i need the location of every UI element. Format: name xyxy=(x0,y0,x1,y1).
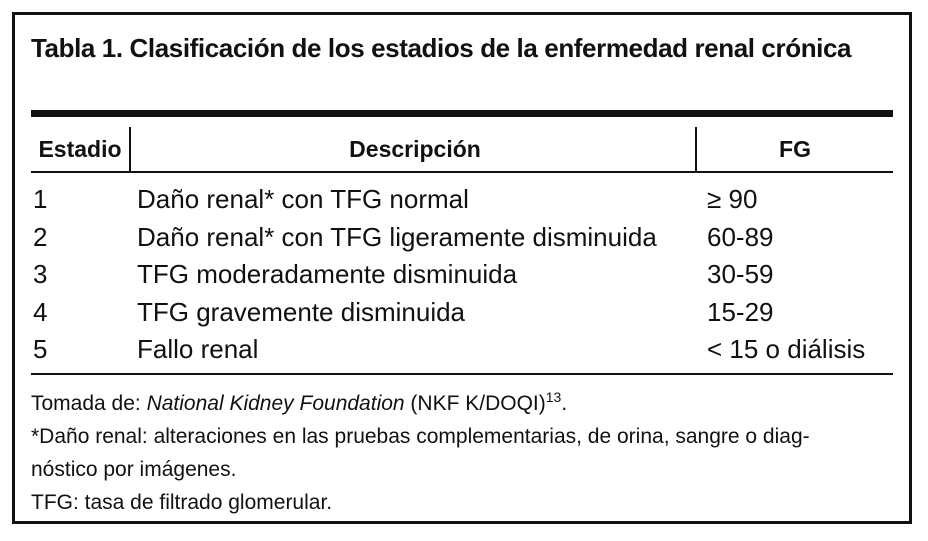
table-title: Tabla 1. Clasificación de los estadios de la enfermedad renal crónica xyxy=(31,33,852,63)
fg-cell: 60-89 xyxy=(707,221,774,252)
stage-cell: 5 xyxy=(33,334,48,364)
footnote-tfg: TFG: tasa de filtrado glomerular. xyxy=(31,491,333,514)
title-rule xyxy=(31,110,893,117)
source-prefix: Tomada de: xyxy=(31,392,147,415)
description-cell: Daño renal* con TFG ligeramente disminuida xyxy=(137,221,657,252)
source-note xyxy=(31,387,893,420)
fg-cell: 30-59 xyxy=(707,259,774,289)
table-row xyxy=(31,331,893,369)
header-descripcion: Descripción xyxy=(349,136,481,162)
body-rule xyxy=(31,373,893,375)
source-end: . xyxy=(561,392,568,415)
table-notes xyxy=(31,387,893,519)
description-cell: TFG gravemente disminuida xyxy=(137,296,466,327)
header-rule xyxy=(31,171,893,173)
table-body xyxy=(31,181,893,369)
description-cell: TFG moderadamente disminuida xyxy=(137,259,518,289)
fg-cell: ≥ 90 xyxy=(707,184,758,214)
table-frame xyxy=(12,12,912,524)
table-row xyxy=(31,256,893,294)
stage-cell: 4 xyxy=(33,296,48,327)
header-divider xyxy=(695,127,697,171)
fg-cell: < 15 o diálisis xyxy=(707,334,866,364)
stage-cell: 2 xyxy=(33,221,48,252)
stage-cell: 1 xyxy=(33,184,48,214)
header-divider xyxy=(129,127,131,171)
footnote-damage: *Daño renal: alteraciones en las pruebas complementarias, de orina, sangre o diag- xyxy=(31,425,810,448)
table-row xyxy=(31,294,893,332)
stage-cell: 3 xyxy=(33,259,48,289)
fg-cell: 15-29 xyxy=(707,296,774,327)
header-estadio: Estadio xyxy=(38,136,122,162)
footnote-damage-cont: nóstico por imágenes. xyxy=(31,458,237,481)
reference-number: 13 xyxy=(545,389,562,405)
description-cell: Daño renal* con TFG normal xyxy=(137,184,469,214)
source-suffix: (NKF K/DOQI) xyxy=(404,392,546,415)
description-cell: Fallo renal xyxy=(137,334,259,364)
source-name: National Kidney Foundation xyxy=(146,392,405,415)
table-row xyxy=(31,181,893,219)
table-row xyxy=(31,219,893,257)
header-fg: FG xyxy=(779,136,811,162)
